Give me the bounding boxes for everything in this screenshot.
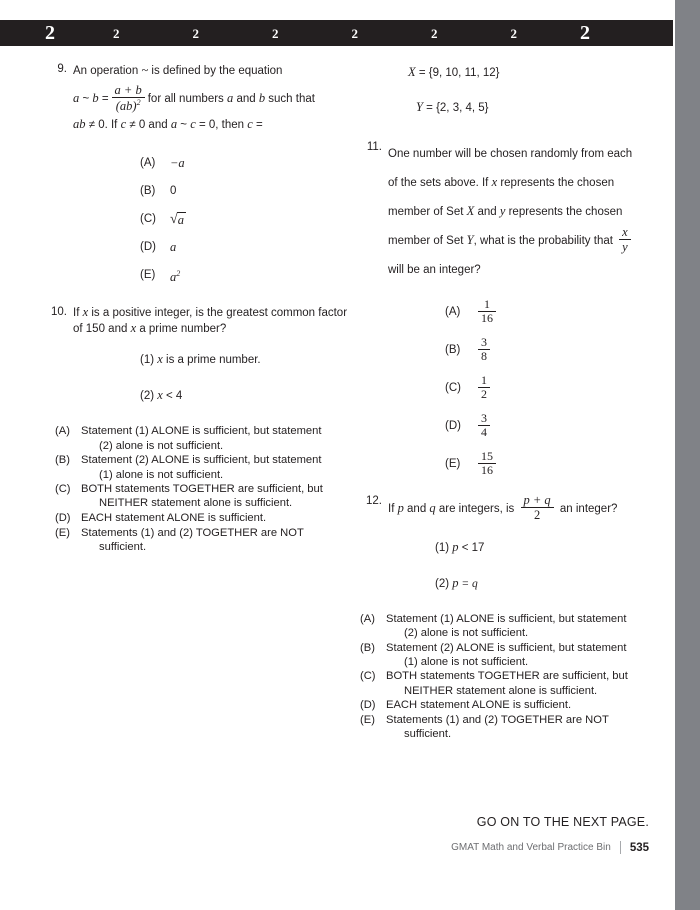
q11-var-x: x xyxy=(491,175,498,189)
ds-option-b-text xyxy=(386,641,660,669)
q9-lhs-operator: ~ xyxy=(82,93,90,105)
ds-option-b-letter: (B) xyxy=(55,454,70,467)
statement-1-var: x xyxy=(157,352,163,367)
ds-option-d[interactable] xyxy=(55,511,355,525)
question-9 xyxy=(45,62,355,289)
choice-d[interactable] xyxy=(445,408,670,446)
set-y-value: = {2, 3, 4, 5} xyxy=(426,102,489,114)
statement-1-var: p xyxy=(452,539,459,554)
question-11 xyxy=(360,140,670,484)
ds-option-b-line1: Statement (2) ALONE is sufficient, but statement xyxy=(81,454,322,467)
choice-c-value xyxy=(170,211,186,227)
question-11-choices xyxy=(445,294,670,484)
ds-option-c-text xyxy=(81,482,355,510)
choice-e-value xyxy=(170,266,180,285)
q9-line3-p1: ≠ 0. If xyxy=(85,119,121,132)
ds-option-b-text xyxy=(81,453,355,481)
q10-var-x1: x xyxy=(82,305,89,320)
ds-option-b[interactable] xyxy=(360,641,660,669)
choice-d-letter: (D) xyxy=(140,240,156,253)
ds-option-e-line2: sufficient. xyxy=(404,728,452,741)
ds-option-d[interactable] xyxy=(360,698,660,712)
choice-b-fraction xyxy=(478,336,490,365)
q11-line2 xyxy=(388,168,670,197)
q11-line4-a: member of Set xyxy=(388,235,467,247)
q9-line1-pre: An operation xyxy=(73,65,142,77)
question-12 xyxy=(360,494,670,592)
q11-line3-b: and xyxy=(474,206,500,218)
right-column xyxy=(360,62,670,742)
choice-e-numerator: 15 xyxy=(481,448,493,463)
header-mark-1: 2 xyxy=(45,22,55,44)
data-sufficiency-directions-left xyxy=(55,424,355,554)
ds-option-b-line2: (1) alone is not sufficient. xyxy=(404,655,529,668)
choice-e-base: a xyxy=(170,270,177,284)
q9-den-paren-open: ( xyxy=(115,99,120,114)
choice-d-denominator: 4 xyxy=(478,425,490,440)
ds-option-a-line1: Statement (1) ALONE is sufficient, but statement xyxy=(81,425,322,438)
header-mark-5: 2 xyxy=(351,25,358,41)
choice-a-numerator: 1 xyxy=(484,296,490,311)
ds-option-e[interactable] xyxy=(55,526,355,554)
q9-line3-a2: a xyxy=(170,117,178,132)
question-12-number: 12. xyxy=(366,494,382,507)
q10-p3: a prime number? xyxy=(136,322,227,335)
q10-p2: is a positive integer, is the greatest common factor of 150 and xyxy=(73,307,348,335)
ds-option-a-letter: (A) xyxy=(55,425,70,438)
choice-b[interactable] xyxy=(445,332,670,370)
ds-option-a-line2: (2) alone is not sufficient. xyxy=(99,439,224,452)
q9-lhs-a: a xyxy=(73,91,80,105)
q11-set-x-ref: X xyxy=(466,204,475,218)
statement-1-label: (1) xyxy=(140,354,155,367)
page-content xyxy=(0,62,675,802)
ds-option-c-line1: BOTH statements TOGETHER are sufficient, but xyxy=(81,483,323,496)
set-x-line xyxy=(408,62,670,83)
footer-book-title: GMAT Math and Verbal Practice Bin xyxy=(451,842,611,853)
q11-line3 xyxy=(388,197,670,226)
choice-d-letter: (D) xyxy=(445,420,461,433)
header-mark-2: 2 xyxy=(113,25,120,41)
statement-1-text: < 17 xyxy=(458,541,485,554)
q10-p1: If xyxy=(73,307,83,320)
q11-line4 xyxy=(388,226,670,256)
choice-d[interactable] xyxy=(140,233,355,261)
q9-fraction-denominator xyxy=(112,97,145,114)
q9-line3-operator: ~ xyxy=(177,119,191,132)
ds-option-e-line1: Statements (1) and (2) TOGETHER are NOT xyxy=(386,714,609,727)
q9-line2-end: such that xyxy=(265,93,315,105)
statement-1 xyxy=(435,540,670,556)
q9-line3-ab: ab xyxy=(73,117,86,132)
ds-option-c[interactable] xyxy=(55,482,355,510)
set-x-label: X xyxy=(408,65,416,79)
choice-b-denominator: 8 xyxy=(478,349,490,364)
q9-line1-post: is defined by the equation xyxy=(148,65,283,77)
choice-e[interactable] xyxy=(140,261,355,289)
question-11-stem xyxy=(388,140,670,284)
q12-var-q: q xyxy=(429,500,436,515)
q9-line3-c2: c xyxy=(190,117,196,132)
q9-line3-p3: = 0, then xyxy=(195,119,248,132)
ds-option-d-letter: (D) xyxy=(55,512,71,525)
q9-line3-c3: c xyxy=(247,117,253,132)
q11-line3-a: member of Set xyxy=(388,206,467,218)
q12-fraction-numerator: p + q xyxy=(523,492,551,507)
choice-e-denominator: 16 xyxy=(478,463,496,478)
q11-line3-c: represents the chosen xyxy=(505,206,623,218)
ds-option-c-line2: NEITHER statement alone is sufficient. xyxy=(99,497,293,510)
ds-option-b-line1: Statement (2) ALONE is sufficient, but statement xyxy=(386,641,627,654)
q12-p4: an integer? xyxy=(556,502,618,515)
question-12-stem xyxy=(388,494,670,524)
statement-2-label: (2) xyxy=(140,390,155,403)
header-mark-6: 2 xyxy=(431,25,438,41)
q12-p2: and xyxy=(403,502,430,515)
choice-a[interactable] xyxy=(445,294,670,332)
ds-option-a[interactable] xyxy=(360,612,660,640)
question-10 xyxy=(45,305,355,404)
ds-option-c-line1: BOTH statements TOGETHER are sufficient, but xyxy=(386,670,628,683)
header-mark-8: 2 xyxy=(580,22,590,44)
q11-line4-b: , what is the probability that xyxy=(473,235,617,247)
question-11-number: 11. xyxy=(366,141,382,153)
question-10-stem xyxy=(73,305,355,336)
q11-line2-a: of the sets above. If xyxy=(388,177,492,189)
choice-a-letter: (A) xyxy=(140,156,156,169)
choice-e-letter: (E) xyxy=(445,458,461,471)
statement-2-var: p xyxy=(452,575,459,590)
q11-fraction-denominator: y xyxy=(619,239,631,254)
set-y-line xyxy=(416,97,670,118)
choice-d-value: a xyxy=(170,239,177,254)
choice-c-numerator: 1 xyxy=(481,372,487,387)
q9-and: and xyxy=(233,93,259,105)
footer-page-number: 535 xyxy=(629,841,649,854)
ds-option-c-line2: NEITHER statement alone is sufficient. xyxy=(404,684,598,697)
choice-c-radicand: a xyxy=(177,213,184,228)
q11-line5: will be an integer? xyxy=(388,263,481,276)
q9-var-a: a xyxy=(227,91,234,105)
statement-2 xyxy=(140,388,355,404)
choice-b-numerator: 3 xyxy=(481,334,487,349)
q9-fraction xyxy=(112,83,145,114)
statement-1-label: (1) xyxy=(435,541,450,554)
q9-line3-p4: = xyxy=(252,119,263,132)
set-y-label: Y xyxy=(416,100,423,114)
header-mark-7: 2 xyxy=(510,25,517,41)
question-9-choices xyxy=(140,149,355,289)
choice-b-letter: (B) xyxy=(445,344,461,357)
q11-var-y: y xyxy=(499,204,506,218)
ds-option-d-letter: (D) xyxy=(360,699,376,712)
q11-set-y-ref: Y xyxy=(466,233,474,247)
section-header-bar xyxy=(0,20,673,46)
q9-fraction-numerator: a + b xyxy=(114,82,142,97)
choice-a-value: −a xyxy=(170,155,185,170)
ds-option-c[interactable] xyxy=(360,669,660,697)
q12-fraction-denominator: 2 xyxy=(521,507,554,522)
q9-equals: = xyxy=(101,93,109,105)
ds-option-e-line2: sufficient. xyxy=(99,541,147,554)
statement-1-text: is a prime number. xyxy=(162,354,261,367)
q9-den-exponent: 2 xyxy=(136,97,141,107)
q11-line1: One number will be chosen randomly from each xyxy=(388,148,633,160)
statement-2-label: (2) xyxy=(435,577,450,590)
ds-option-e-line1: Statements (1) and (2) TOGETHER are NOT xyxy=(81,526,304,539)
statement-2 xyxy=(435,576,670,592)
choice-e[interactable] xyxy=(445,446,670,484)
q12-p3: are integers, is xyxy=(435,502,518,515)
q9-line2-tail: for all numbers xyxy=(147,93,227,105)
left-column xyxy=(45,62,355,555)
q11-line2-b: represents the chosen xyxy=(497,177,615,189)
q9-line3-c1: c xyxy=(120,117,127,132)
q9-operator-symbol: ~ xyxy=(141,63,149,77)
header-mark-4: 2 xyxy=(272,25,279,41)
question-10-number: 10. xyxy=(51,306,67,319)
ds-option-e-text xyxy=(81,526,355,554)
choice-b-letter: (B) xyxy=(140,184,156,197)
choice-c-letter: (C) xyxy=(445,382,461,395)
question-12-statements xyxy=(435,540,670,592)
choice-e-exponent: 2 xyxy=(176,268,181,278)
choice-b[interactable] xyxy=(140,177,355,205)
q9-lhs-b: b xyxy=(92,91,99,105)
q9-den-paren-close: ) xyxy=(132,99,137,114)
question-9-stem xyxy=(73,62,355,135)
ds-option-b-letter: (B) xyxy=(360,641,375,654)
choice-c-letter: (C) xyxy=(140,212,156,225)
ds-option-b[interactable] xyxy=(55,453,355,481)
question-10-statements xyxy=(140,352,355,404)
ds-option-a-text xyxy=(386,612,660,640)
choice-a[interactable] xyxy=(140,149,355,177)
ds-option-b-line2: (1) alone is not sufficient. xyxy=(99,468,224,481)
choice-d-numerator: 3 xyxy=(481,410,487,425)
choice-b-value: 0 xyxy=(170,184,177,197)
header-mark-3: 2 xyxy=(192,25,199,41)
set-x-value: = {9, 10, 11, 12} xyxy=(418,67,500,79)
choice-e-fraction xyxy=(478,450,496,479)
ds-option-e-letter: (E) xyxy=(55,526,70,539)
question-9-number: 9. xyxy=(57,63,67,75)
choice-a-letter: (A) xyxy=(445,306,461,319)
choice-c[interactable] xyxy=(140,205,355,233)
ds-option-c-letter: (C) xyxy=(55,483,71,496)
choice-d-fraction xyxy=(478,412,490,441)
q9-den-ab: ab xyxy=(119,99,133,114)
statement-2-var: x xyxy=(157,388,163,403)
choice-a-denominator: 16 xyxy=(478,311,496,326)
q12-var-p: p xyxy=(397,500,404,515)
set-definitions xyxy=(408,62,670,118)
page-footer-credit xyxy=(0,841,649,854)
statement-2-text: = q xyxy=(458,577,478,590)
q10-var-x2: x xyxy=(130,320,137,335)
choice-c[interactable] xyxy=(445,370,670,408)
right-gutter xyxy=(675,0,700,910)
choice-a-fraction xyxy=(478,298,496,327)
q9-var-b: b xyxy=(258,91,266,105)
footer-divider xyxy=(620,841,621,854)
statement-1 xyxy=(140,352,355,368)
ds-option-a-letter: (A) xyxy=(360,612,375,625)
q12-p1: If xyxy=(388,502,398,515)
ds-option-e-text xyxy=(386,713,660,741)
data-sufficiency-directions-right xyxy=(360,612,660,742)
ds-option-d-text: EACH statement ALONE is sufficient. xyxy=(386,699,572,712)
choice-c-denominator: 2 xyxy=(478,387,490,402)
go-on-next-page-notice: GO ON TO THE NEXT PAGE. xyxy=(476,815,649,829)
ds-option-a-line1: Statement (1) ALONE is sufficient, but statement xyxy=(386,612,627,625)
ds-option-c-letter: (C) xyxy=(360,670,376,683)
choice-c-fraction xyxy=(478,374,490,403)
q12-fraction xyxy=(521,493,554,523)
ds-option-a[interactable] xyxy=(55,424,355,452)
ds-option-a-text xyxy=(81,424,355,452)
ds-option-e[interactable] xyxy=(360,713,660,741)
q9-line3-p2: ≠ 0 and xyxy=(126,119,171,132)
statement-2-text: < 4 xyxy=(162,390,183,403)
ds-option-c-text xyxy=(386,669,660,697)
ds-option-e-letter: (E) xyxy=(360,714,375,727)
q11-probability-fraction xyxy=(619,225,631,255)
ds-option-a-line2: (2) alone is not sufficient. xyxy=(404,626,529,639)
q11-fraction-numerator: x xyxy=(622,225,628,240)
square-root-icon: √a xyxy=(170,212,184,228)
ds-option-d-text: EACH statement ALONE is sufficient. xyxy=(81,512,267,525)
choice-e-letter: (E) xyxy=(140,268,156,281)
